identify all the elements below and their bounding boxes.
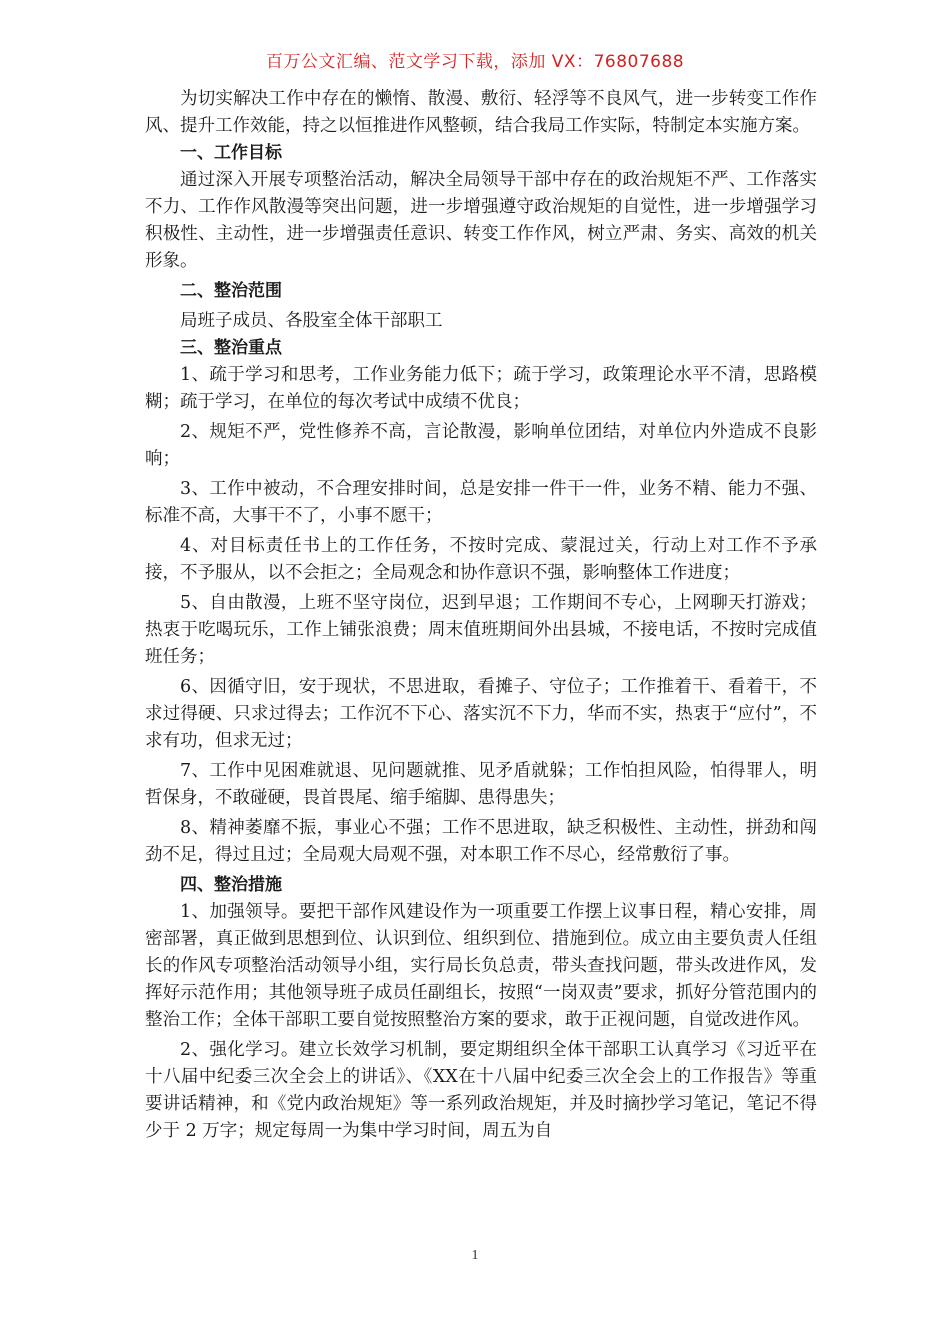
page-number: 1: [471, 1248, 479, 1263]
section-heading-scope: 二、整治范围: [180, 281, 282, 301]
document-body: [145, 86, 817, 1145]
measure-item: 2、强化学习。建立长效学习机制，要定期组织全体干部职工认真学习《习近平在十八届中纪委三次全会上的讲话》、《XX在十八届中纪委三次全会上的工作报告》等重要讲话精神，和《党内政治规矩》等一系列政治规矩，并及时摘抄学习笔记，笔记不得少于 2 万字；规定每周一为集中学习时间，周五为自: [145, 1040, 817, 1141]
focus-item: 2、规矩不严，党性修养不高，言论散漫，影响单位团结，对单位内外造成不良影响；: [145, 422, 817, 469]
scope-paragraph: 局班子成员、各股室全体干部职工: [180, 311, 443, 331]
section-heading-measures: 四、整治措施: [180, 875, 282, 895]
section-heading-focus: 三、整治重点: [180, 338, 282, 358]
focus-item: 6、因循守旧，安于现状，不思进取，看摊子、守位子；工作推着干、看着干，不求过得硬、只求过得去；工作沉不下心、落实沉不下力，华而不实，热衷于“应付”，不求有功，但求无过；: [145, 677, 817, 751]
goals-paragraph: 通过深入开展专项整治活动，解决全局领导干部中存在的政治规矩不严、工作落实不力、工作作风散漫等突出问题，进一步增强遵守政治规矩的自觉性，进一步增强学习积极性、主动性，进一步增强责任意识、转变工作作风，树立严肃、务实、高效的机关形象。: [145, 170, 817, 271]
focus-item: 3、工作中被动，不合理安排时间，总是安排一件干一件，业务不精、能力不强、标准不高，大事干不了，小事不愿干；: [145, 479, 817, 526]
focus-item: 8、精神萎靡不振，事业心不强；工作不思进取，缺乏积极性、主动性，拼劲和闯劲不足，得过且过；全局观大局观不强，对本职工作不尽心，经常敷衍了事。: [145, 818, 817, 865]
intro-paragraph: 为切实解决工作中存在的懒惰、散漫、敷衍、轻浮等不良风气，进一步转变工作作风、提升工作效能，持之以恒推进作风整顿，结合我局工作实际，特制定本实施方案。: [145, 89, 817, 136]
focus-item: 4、对目标责任书上的工作任务，不按时完成、蒙混过关，行动上对工作不予承接，不予服从，以不会拒之；全局观念和协作意识不强，影响整体工作进度；: [145, 536, 817, 583]
focus-item: 7、工作中见困难就退、见问题就推、见矛盾就躲；工作怕担风险，怕得罪人，明哲保身，不敢碰硬，畏首畏尾、缩手缩脚、患得患失；: [145, 761, 817, 808]
section-heading-goals: 一、工作目标: [180, 143, 282, 163]
focus-item: 5、自由散漫，上班不坚守岗位，迟到早退；工作期间不专心，上网聊天打游戏；热衷于吃喝玩乐，工作上铺张浪费；周末值班期间外出县城，不接电话，不按时完成值班任务；: [145, 593, 817, 667]
focus-item: 1、疏于学习和思考，工作业务能力低下；疏于学习，政策理论水平不清，思路模糊；疏于学习，在单位的每次考试中成绩不优良；: [145, 365, 817, 412]
measure-item: 1、加强领导。要把干部作风建设作为一项重要工作摆上议事日程，精心安排，周密部署，真正做到思想到位、认识到位、组织到位、措施到位。成立由主要负责人任组长的作风专项整治活动领导小组，实行局长负总责，带头查找问题，带头改进作风，发挥好示范作用；其他领导班子成员任副组长，按照“一岗双责”要求，抓好分管范围内的整治工作；全体干部职工要自觉按照整治方案的要求，敢于正视问题，自觉改进作风。: [145, 902, 817, 1030]
header-banner: 百万公文汇编、范文学习下载，添加 VX：76807688: [265, 52, 685, 72]
